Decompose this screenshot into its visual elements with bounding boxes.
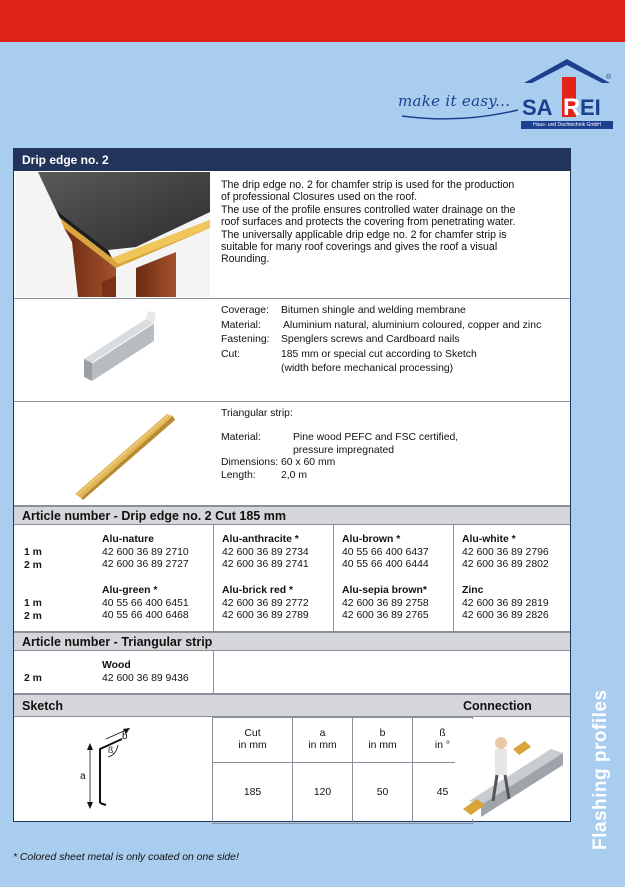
coverage-label: Coverage: [221,305,269,316]
strip-specs [221,408,458,482]
strip-material-value: Pine wood PEFC and FSC certified, [293,432,459,444]
length-value: 2,0 m [281,469,307,481]
article-cell [342,585,429,623]
logo-text-right: EI [580,95,601,120]
sketch-label-b: b [122,731,128,742]
article-number: 42 600 36 89 2772 [222,597,309,609]
value-a: 120 [293,763,353,824]
product-title-bar [14,149,570,171]
logo-subtitle: Haus- und Dachtechnik GmbH [521,121,613,129]
length-label: Length: [221,469,256,481]
connection-photo [455,719,569,819]
length-1m: 1 m [24,598,42,609]
article-table [14,525,570,632]
article-number: 40 55 66 400 6468 [102,610,189,621]
top-red-bar [0,0,625,42]
article-name: Alu-anthracite * [222,534,299,545]
description-line: roof surfaces and protects the covering from penetrating water. [221,216,516,229]
article-name: Alu-brick red * [222,585,294,596]
dimensions-value: 60 x 60 mm [281,457,336,469]
article-cell [222,534,309,572]
sketch-section-header [14,694,570,717]
article-cell [102,585,189,623]
value-beta: 45 [413,763,473,824]
length-2m: 2 m [24,611,42,622]
header-b: b in mm [353,718,413,763]
sketch-label-beta: ß [108,745,114,755]
description-line: The universally applicable drip edge no. 2 for chamfer strip is [221,228,507,241]
strip-article-cell [102,660,189,685]
header-cut: Cut in mm [213,718,293,763]
article-name: Alu-sepia brown* [342,585,427,596]
strip-specs-row [14,402,570,506]
profile-specs-row [14,299,570,402]
article-name: Zinc [462,585,484,596]
article-section-header [14,506,570,525]
value-cut: 185 [213,763,293,824]
description-line: of professional Closures used on the roof. [221,191,418,204]
strip-article-name: Wood [102,660,131,671]
strip-material-label: Material: [221,432,261,444]
article-number: 40 55 66 400 6437 [342,546,429,558]
length-1m: 1 m [24,547,42,558]
article-cell [462,534,549,572]
article-number: 42 600 36 89 2758 [342,597,429,609]
article-cell [222,585,309,623]
side-category-label: Flashing profiles [590,689,611,850]
sarei-logo [518,55,616,131]
product-description [221,179,515,266]
fastening-label: Fastening: [221,334,270,345]
strip-title: Triangular strip: [221,408,293,419]
article-number: 42 600 36 89 2741 [222,559,309,570]
logo-registered: ® [606,74,612,81]
slogan-swoosh [400,108,520,122]
logo-text-left: SA [522,95,553,120]
sketch-title: Sketch [22,698,63,713]
value-b: 50 [353,763,413,824]
profile-sketch-diagram [74,727,164,813]
article-number: 42 600 36 89 2789 [222,610,309,621]
product-sheet [13,148,571,822]
article-number: 42 600 36 89 2826 [462,610,549,621]
sketch-dimensions-table [212,717,473,824]
strip-article-row [14,651,570,694]
material-label: Material: [221,319,261,331]
profile-specs [221,304,541,377]
fastening-value: Spenglers screws and Cardboard nails [281,334,460,345]
article-number: 42 600 36 89 2710 [102,546,189,558]
roof-edge-photo [16,172,210,297]
article-number: 42 600 36 89 2765 [342,610,429,621]
cut-value: 185 mm or special cut according to Sketch [281,348,477,360]
description-line: Rounding. [221,253,270,266]
connection-title: Connection [463,698,532,713]
length-2m: 2 m [24,560,42,571]
description-line: The use of the profile ensures controlled water drainage on the [221,203,516,216]
article-number: 42 600 36 89 2734 [222,546,309,558]
logo-roof-icon [518,55,616,121]
article-number: 40 55 66 400 6451 [102,597,189,609]
strip-section-title: Article number - Triangular strip [22,634,213,649]
logo-text-mid: R [563,94,581,121]
article-name: Alu-white * [462,534,516,545]
coverage-value: Bitumen shingle and welding membrane [281,305,466,316]
article-number: 42 600 36 89 2819 [462,597,549,609]
article-number: 42 600 36 89 2796 [462,546,549,558]
article-section-title: Article number - Drip edge no. 2 Cut 185 mm [22,508,286,523]
description-line: The drip edge no. 2 for chamfer strip is used for the production [221,179,515,191]
drip-edge-profile-image [74,311,164,387]
slogan: make it easy... [398,92,511,110]
article-number: 42 600 36 89 2727 [102,559,189,570]
triangular-strip-image [69,410,179,500]
product-title: Drip edge no. 2 [22,153,109,167]
cut-label: Cut: [221,348,241,360]
footnote: * Colored sheet metal is only coated on one side! [13,852,239,863]
article-number: 40 55 66 400 6444 [342,559,429,570]
cut-note: (width before mechanical processing) [281,363,454,374]
dimensions-label: Dimensions: [221,457,279,469]
strip-length: 2 m [24,673,42,684]
header-beta: ß in ° [413,718,473,763]
description-row [14,171,570,299]
article-name: Alu-brown * [342,534,401,545]
strip-material-value2: pressure impregnated [293,444,395,456]
sketch-label-a: a [80,771,86,782]
material-value: Aluminium natural, aluminium coloured, copper and zinc [283,319,542,331]
article-name: Alu-green * [102,585,158,596]
article-cell [462,585,549,623]
article-number: 42 600 36 89 2802 [462,559,549,570]
strip-section-header [14,632,570,651]
header-a: a in mm [293,718,353,763]
article-cell [342,534,429,572]
article-cell [102,534,189,572]
article-name: Alu-nature [102,534,154,545]
strip-article-number: 42 600 36 89 9436 [102,672,189,684]
description-line: suitable for many roof coverings and gives the roof a visual [221,241,498,254]
